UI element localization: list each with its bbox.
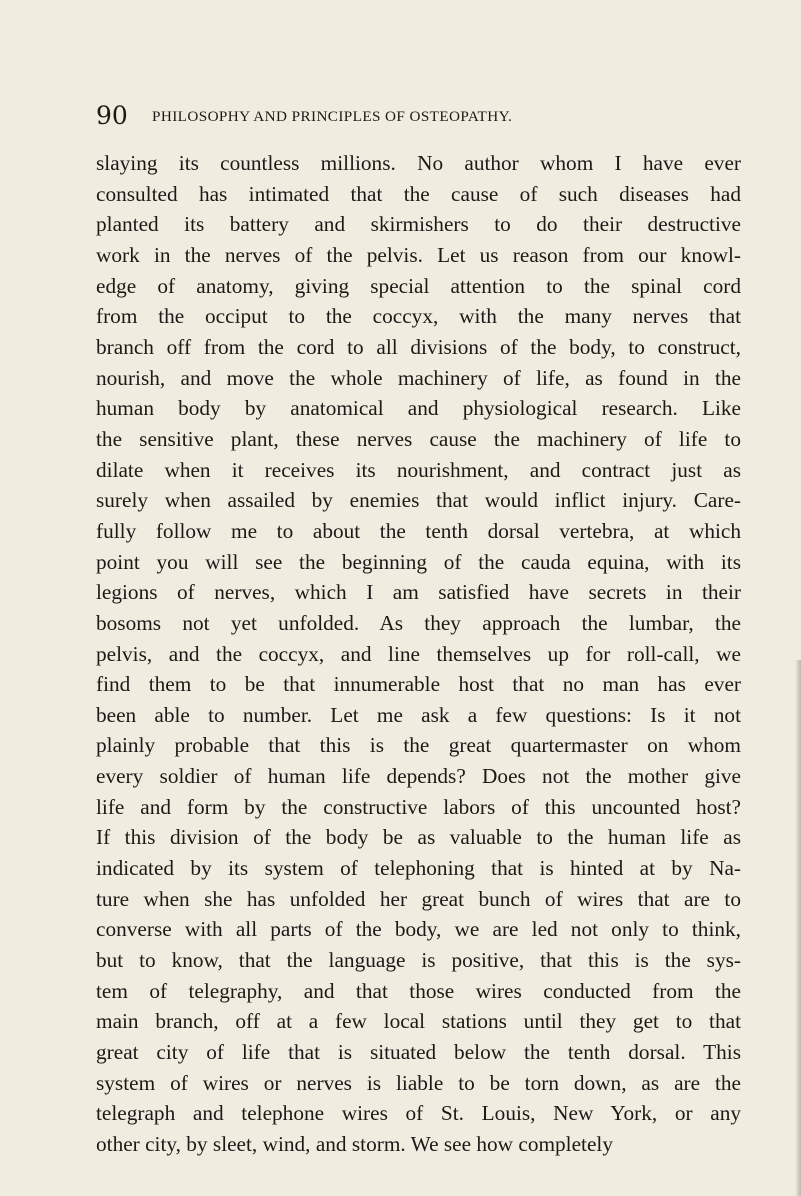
running-head [96,103,736,129]
text-line: but to know, that the language is positive, that this is the sys- [96,948,741,973]
text-line: ture when she has unfolded her great bunch of wires that are to [96,886,741,911]
text-line: planted its battery and skirmishers to do their destructive [96,212,741,237]
text-line: bosoms not yet unfolded. As they approach the lumbar, the [96,610,741,635]
page-edge-shadow [795,660,801,1196]
text-line: edge of anatomy, giving special attention to the spinal cord [96,273,741,298]
text-line: legions of nerves, which I am satisfied have secrets in their [96,580,741,605]
text-line: converse with all parts of the body, we are led not only to think, [96,917,741,942]
text-line: been able to number. Let me ask a few questions: Is it not [96,702,741,727]
text-line: main branch, off at a few local stations until they get to that [96,1009,741,1034]
text-line: from the occiput to the coccyx, with the many nerves that [96,304,741,329]
text-line: great city of life that is situated below the tenth dorsal. This [96,1040,741,1065]
text-line: slaying its countless millions. No author whom I have ever [96,151,741,175]
text-line: find them to be that innumerable host that no man has ever [96,672,741,697]
text-line: plainly probable that this is the great quartermaster on whom [96,733,741,758]
text-line: life and form by the constructive labors of this uncounted host? [96,794,741,819]
text-line: consulted has intimated that the cause of such diseases had [96,181,741,206]
text-line: work in the nerves of the pelvis. Let us reason from our knowl- [96,242,741,267]
text-line: telegraph and telephone wires of St. Louis, New York, or any [96,1101,741,1126]
text-line: pelvis, and the coccyx, and line themselves up for roll-call, we [96,641,741,666]
text-line: point you will see the beginning of the cauda equina, with its [96,549,741,574]
text-line: fully follow me to about the tenth dorsal vertebra, at which [96,518,741,543]
text-line: dilate when it receives its nourishment, and contract just as [96,457,741,482]
page-number: 90 [96,101,128,130]
text-line: the sensitive plant, these nerves cause the machinery of life to [96,426,741,451]
text-line: other city, by sleet, wind, and storm. We see how completely [96,1132,613,1156]
text-line: system of wires or nerves is liable to be torn down, as are the [96,1070,741,1095]
text-line: tem of telegraphy, and that those wires conducted from the [96,978,741,1003]
text-line: surely when assailed by enemies that would inflict injury. Care- [96,488,741,513]
text-line: branch off from the cord to all divisions of the body, to construct, [96,334,741,359]
body-text [96,148,741,1160]
running-title: PHILOSOPHY AND PRINCIPLES OF OSTEOPATHY. [152,108,513,125]
text-line: indicated by its system of telephoning that is hinted at by Na- [96,856,741,881]
text-line: every soldier of human life depends? Does not the mother give [96,764,741,789]
text-line: nourish, and move the whole machinery of life, as found in the [96,365,741,390]
text-line: human body by anatomical and physiological research. Like [96,396,741,421]
text-line: If this division of the body be as valuable to the human life as [96,825,741,850]
